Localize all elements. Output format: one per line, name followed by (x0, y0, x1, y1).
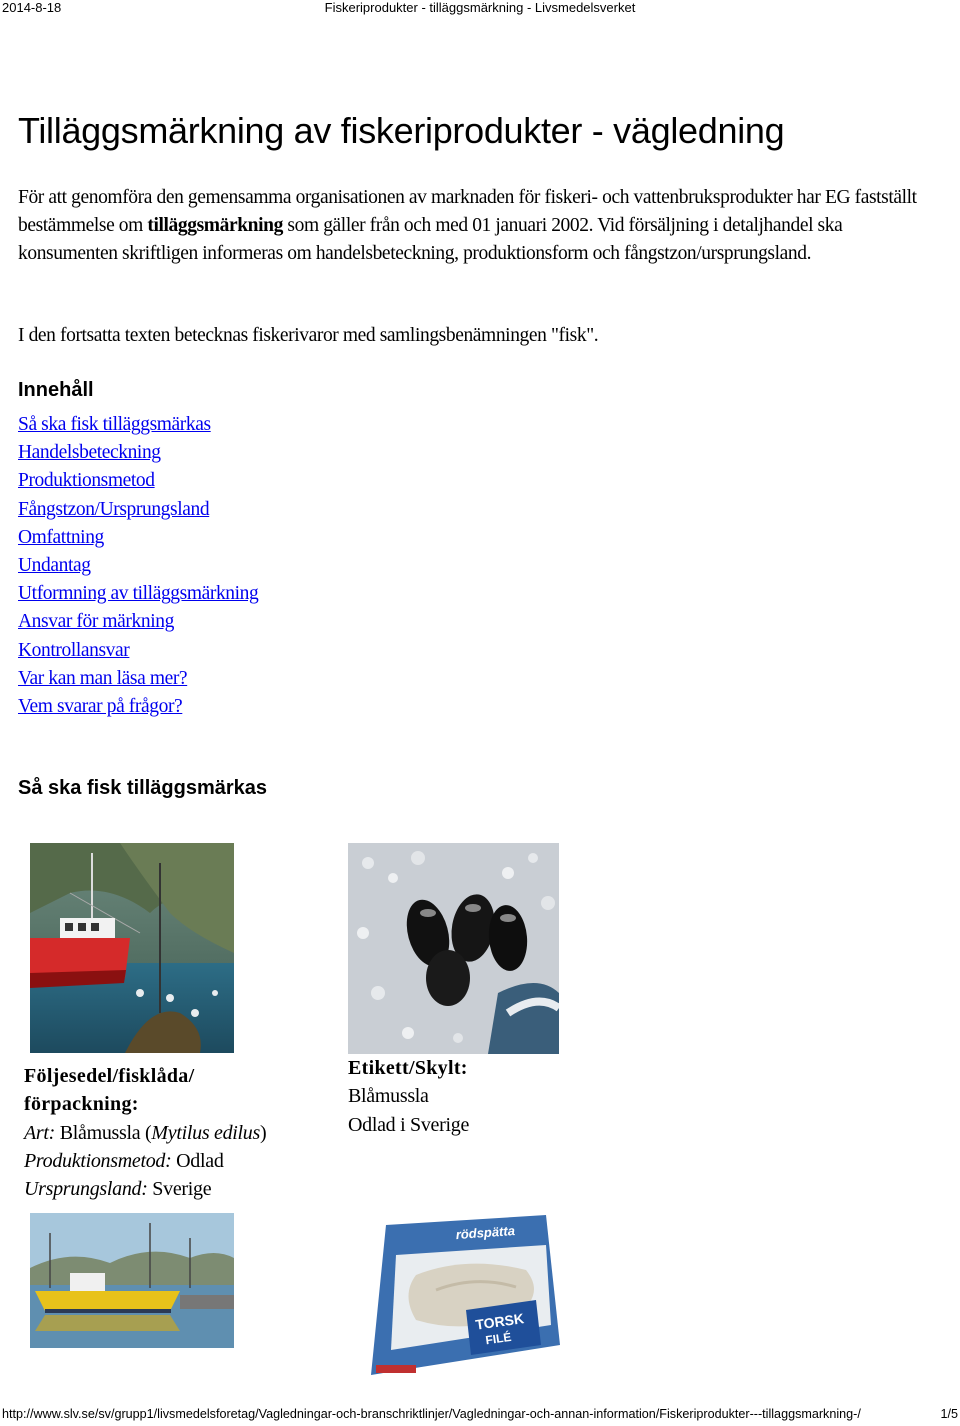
toc-link-handelsbeteckning[interactable]: Handelsbeteckning (18, 442, 161, 464)
toc-link-fragor[interactable]: Vem svarar på frågor? (18, 696, 183, 718)
yellow-boat-image (30, 1213, 234, 1348)
label-line-2: Odlad i Sverige (348, 1113, 470, 1136)
package-brand: rödspätta (455, 1222, 516, 1243)
table-of-contents (18, 411, 258, 721)
toc-link-utformning[interactable]: Utformning av tilläggsmärkning (18, 583, 259, 605)
toc-link-undantag[interactable]: Undantag (18, 555, 91, 577)
caption-heading-line1: Följesedel/fisklåda/ (24, 1065, 195, 1087)
toc-link-las-mer[interactable]: Var kan man läsa mer? (18, 667, 188, 689)
art-label: Art: (24, 1121, 56, 1144)
intro-paragraph: För att genomföra den gemensamma organisationen av marknaden för fiskeri- och vattenbruksprodukter har EG fastställt bestämmelse om tilläggsmärkning som gäller från och med 01 januari 2002. Vid försäljning i detaljhandel ska konsumenten skriftligen informeras om handelsbeteckning, produktionsform och fångstzon/ursprungsland. (18, 187, 917, 264)
section-heading: Så ska fisk tilläggsmärkas (18, 777, 268, 799)
intro-paragraph-2: I den fortsatta texten betecknas fiskerivaror med samlingsbenämningen "fisk". (18, 325, 599, 346)
toc-link-ansvar[interactable]: Ansvar för märkning (18, 611, 174, 633)
origin-label: Ursprungsland: (24, 1178, 148, 1201)
toc-item[interactable] (18, 496, 258, 524)
toc-link-produktionsmetod[interactable]: Produktionsmetod (18, 470, 155, 492)
toc-link-omfattning[interactable]: Omfattning (18, 526, 104, 548)
left-image-caption: Följesedel/fisklåda/ förpackning: Art: Blåmussla (Mytilus edilus) Produktionsmetod: Odlad Ursprungsland: Sverige (24, 1065, 267, 1201)
toc-item[interactable] (18, 552, 258, 580)
red-fishing-boat-image (30, 843, 234, 1053)
mussels-on-ice-image (348, 843, 559, 1054)
fish-fillet-package-image (346, 1215, 562, 1385)
toc-item[interactable] (18, 608, 258, 636)
package-torsk: TORSK (474, 1310, 525, 1333)
toc-item[interactable] (18, 411, 258, 439)
print-page-title: Fiskeriprodukter - tilläggsmärkning - Livsmedelsverket (324, 0, 636, 15)
toc-item[interactable] (18, 524, 258, 552)
label-heading: Etikett/Skylt: (348, 1057, 468, 1079)
print-footer (2, 1407, 960, 1425)
toc-item[interactable] (18, 637, 258, 665)
method-label: Produktionsmetod: (24, 1149, 172, 1172)
toc-link-sa-ska-fisk[interactable]: Så ska fisk tilläggsmärkas (18, 414, 211, 435)
print-header (0, 0, 960, 18)
toc-item[interactable] (18, 665, 258, 693)
toc-item[interactable] (18, 467, 258, 495)
page-title: Tilläggsmärkning av fiskeriprodukter - vägledning (18, 110, 785, 151)
toc-item[interactable] (18, 693, 258, 721)
caption-heading-line2: förpackning: (24, 1093, 139, 1116)
page-url: http://www.slv.se/sv/grupp1/livsmedelsforetag/Vagledningar-och-branschriktlinjer/Vagledningar-och-annan-information/Fiskeriprodukter---tillaggsmarkning-/ (2, 1407, 861, 1421)
package-file: FILÉ (484, 1329, 513, 1348)
print-date: 2014-8-18 (2, 0, 62, 15)
page-number: 1/5 (936, 1407, 958, 1421)
toc-item[interactable] (18, 580, 258, 608)
toc-heading: Innehåll (18, 379, 94, 401)
right-image-caption (348, 1054, 608, 1139)
label-line-1: Blåmussla (348, 1085, 429, 1108)
intro-bold-term: tilläggsmärkning (147, 215, 283, 236)
toc-item[interactable] (18, 439, 258, 467)
toc-link-fangstzon[interactable]: Fångstzon/Ursprungsland (18, 498, 210, 520)
art-latin-name: Mytilus edilus (151, 1121, 260, 1144)
toc-link-kontrollansvar[interactable]: Kontrollansvar (18, 639, 130, 661)
